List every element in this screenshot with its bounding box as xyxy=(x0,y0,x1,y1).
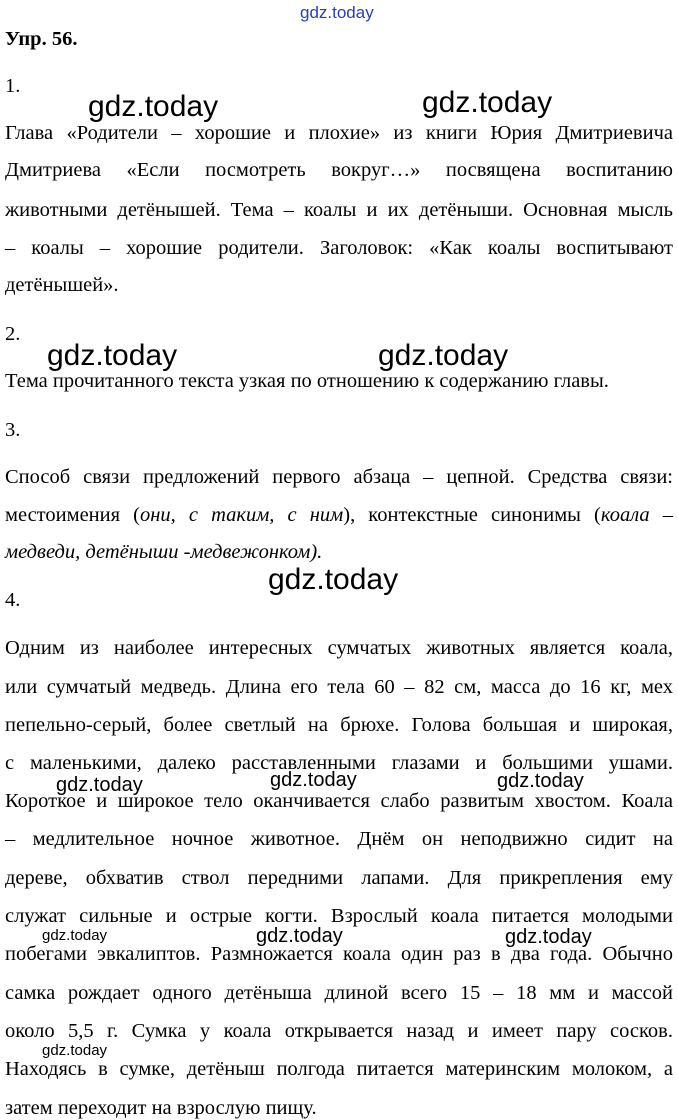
paragraph-line: Дмитриева «Если посмотреть вокруг…» посвящена воспитанию xyxy=(5,159,673,181)
paragraph-line: дереве, обхватив ствол передними лапами. Для прикрепления ему xyxy=(5,867,673,889)
paragraph-line: животными детёнышей. Тема – коалы и их детёныши. Основная мысль xyxy=(5,199,673,221)
paragraph-line: Короткое и широкое тело оканчивается слабо развитым хвостом. Коала xyxy=(5,790,673,812)
exercise-title: Упр. 56. xyxy=(5,28,78,50)
paragraph-line: Способ связи предложений первого абзаца – цепной. Средства связи: xyxy=(5,466,673,488)
paragraph-line: – коалы – хорошие родители. Заголовок: «Как коалы воспитывают xyxy=(5,237,673,259)
watermark: gdz.today xyxy=(56,774,143,796)
paragraph-line: – медлительное ночное животное. Днём он неподвижно сидит на xyxy=(5,828,673,850)
section-number: 4. xyxy=(5,589,21,611)
section-number: 1. xyxy=(5,75,21,97)
section-number: 2. xyxy=(5,323,21,345)
watermark: gdz.today xyxy=(47,339,178,372)
paragraph-line: затем переходит на взрослую пищу. xyxy=(5,1097,317,1119)
paragraph-line: Тема прочитанного текста узкая по отношению к содержанию главы. xyxy=(5,370,609,392)
paragraph-line: Одним из наиболее интересных сумчатых животных является коала, xyxy=(5,637,673,659)
watermark: gdz.today xyxy=(505,926,592,948)
watermark: gdz.today xyxy=(270,769,357,791)
paragraph-line: пепельно-серый, более светлый на брюхе. Голова большая и широкая, xyxy=(5,714,673,736)
watermark: gdz.today xyxy=(88,90,219,123)
paragraph-line: Находясь в сумке, детёныш полгода питается материнским молоком, а xyxy=(5,1058,673,1080)
paragraph-line: Глава «Родители – хорошие и плохие» из книги Юрия Дмитриевича xyxy=(5,122,673,144)
watermark: gdz.today xyxy=(42,1042,108,1059)
watermark-top: gdz.today xyxy=(300,3,374,22)
paragraph-line: самка рождает одного детёныша длиной всего 15 – 18 мм и массой xyxy=(5,982,673,1004)
watermark: gdz.today xyxy=(256,925,343,947)
section-number: 3. xyxy=(5,419,21,441)
watermark: gdz.today xyxy=(378,339,509,372)
paragraph-line: или сумчатый медведь. Длина его тела 60 – 82 см, масса до 16 кг, мех xyxy=(5,676,673,698)
watermark: gdz.today xyxy=(42,927,108,944)
paragraph-line: медведи, детёныши -медвежонком). xyxy=(5,541,323,563)
paragraph-line: около 5,5 г. Сумка у коала открывается назад и имеет пару сосков. xyxy=(5,1020,673,1042)
watermark: gdz.today xyxy=(268,563,399,596)
paragraph-line: детёнышей». xyxy=(5,274,119,296)
paragraph-line: побегами эвкалиптов. Размножается коала один раз в два года. Обычно xyxy=(5,943,673,965)
watermark: gdz.today xyxy=(422,86,553,119)
paragraph-line: с маленькими, далеко расставленными глазами и большими ушами. xyxy=(5,752,673,774)
paragraph-line: местоимения (они, с таким, с ним), контекстные синонимы (коала – xyxy=(5,504,673,526)
paragraph-line: служат сильные и острые когти. Взрослый коала питается молодыми xyxy=(5,905,673,927)
watermark: gdz.today xyxy=(497,770,584,792)
